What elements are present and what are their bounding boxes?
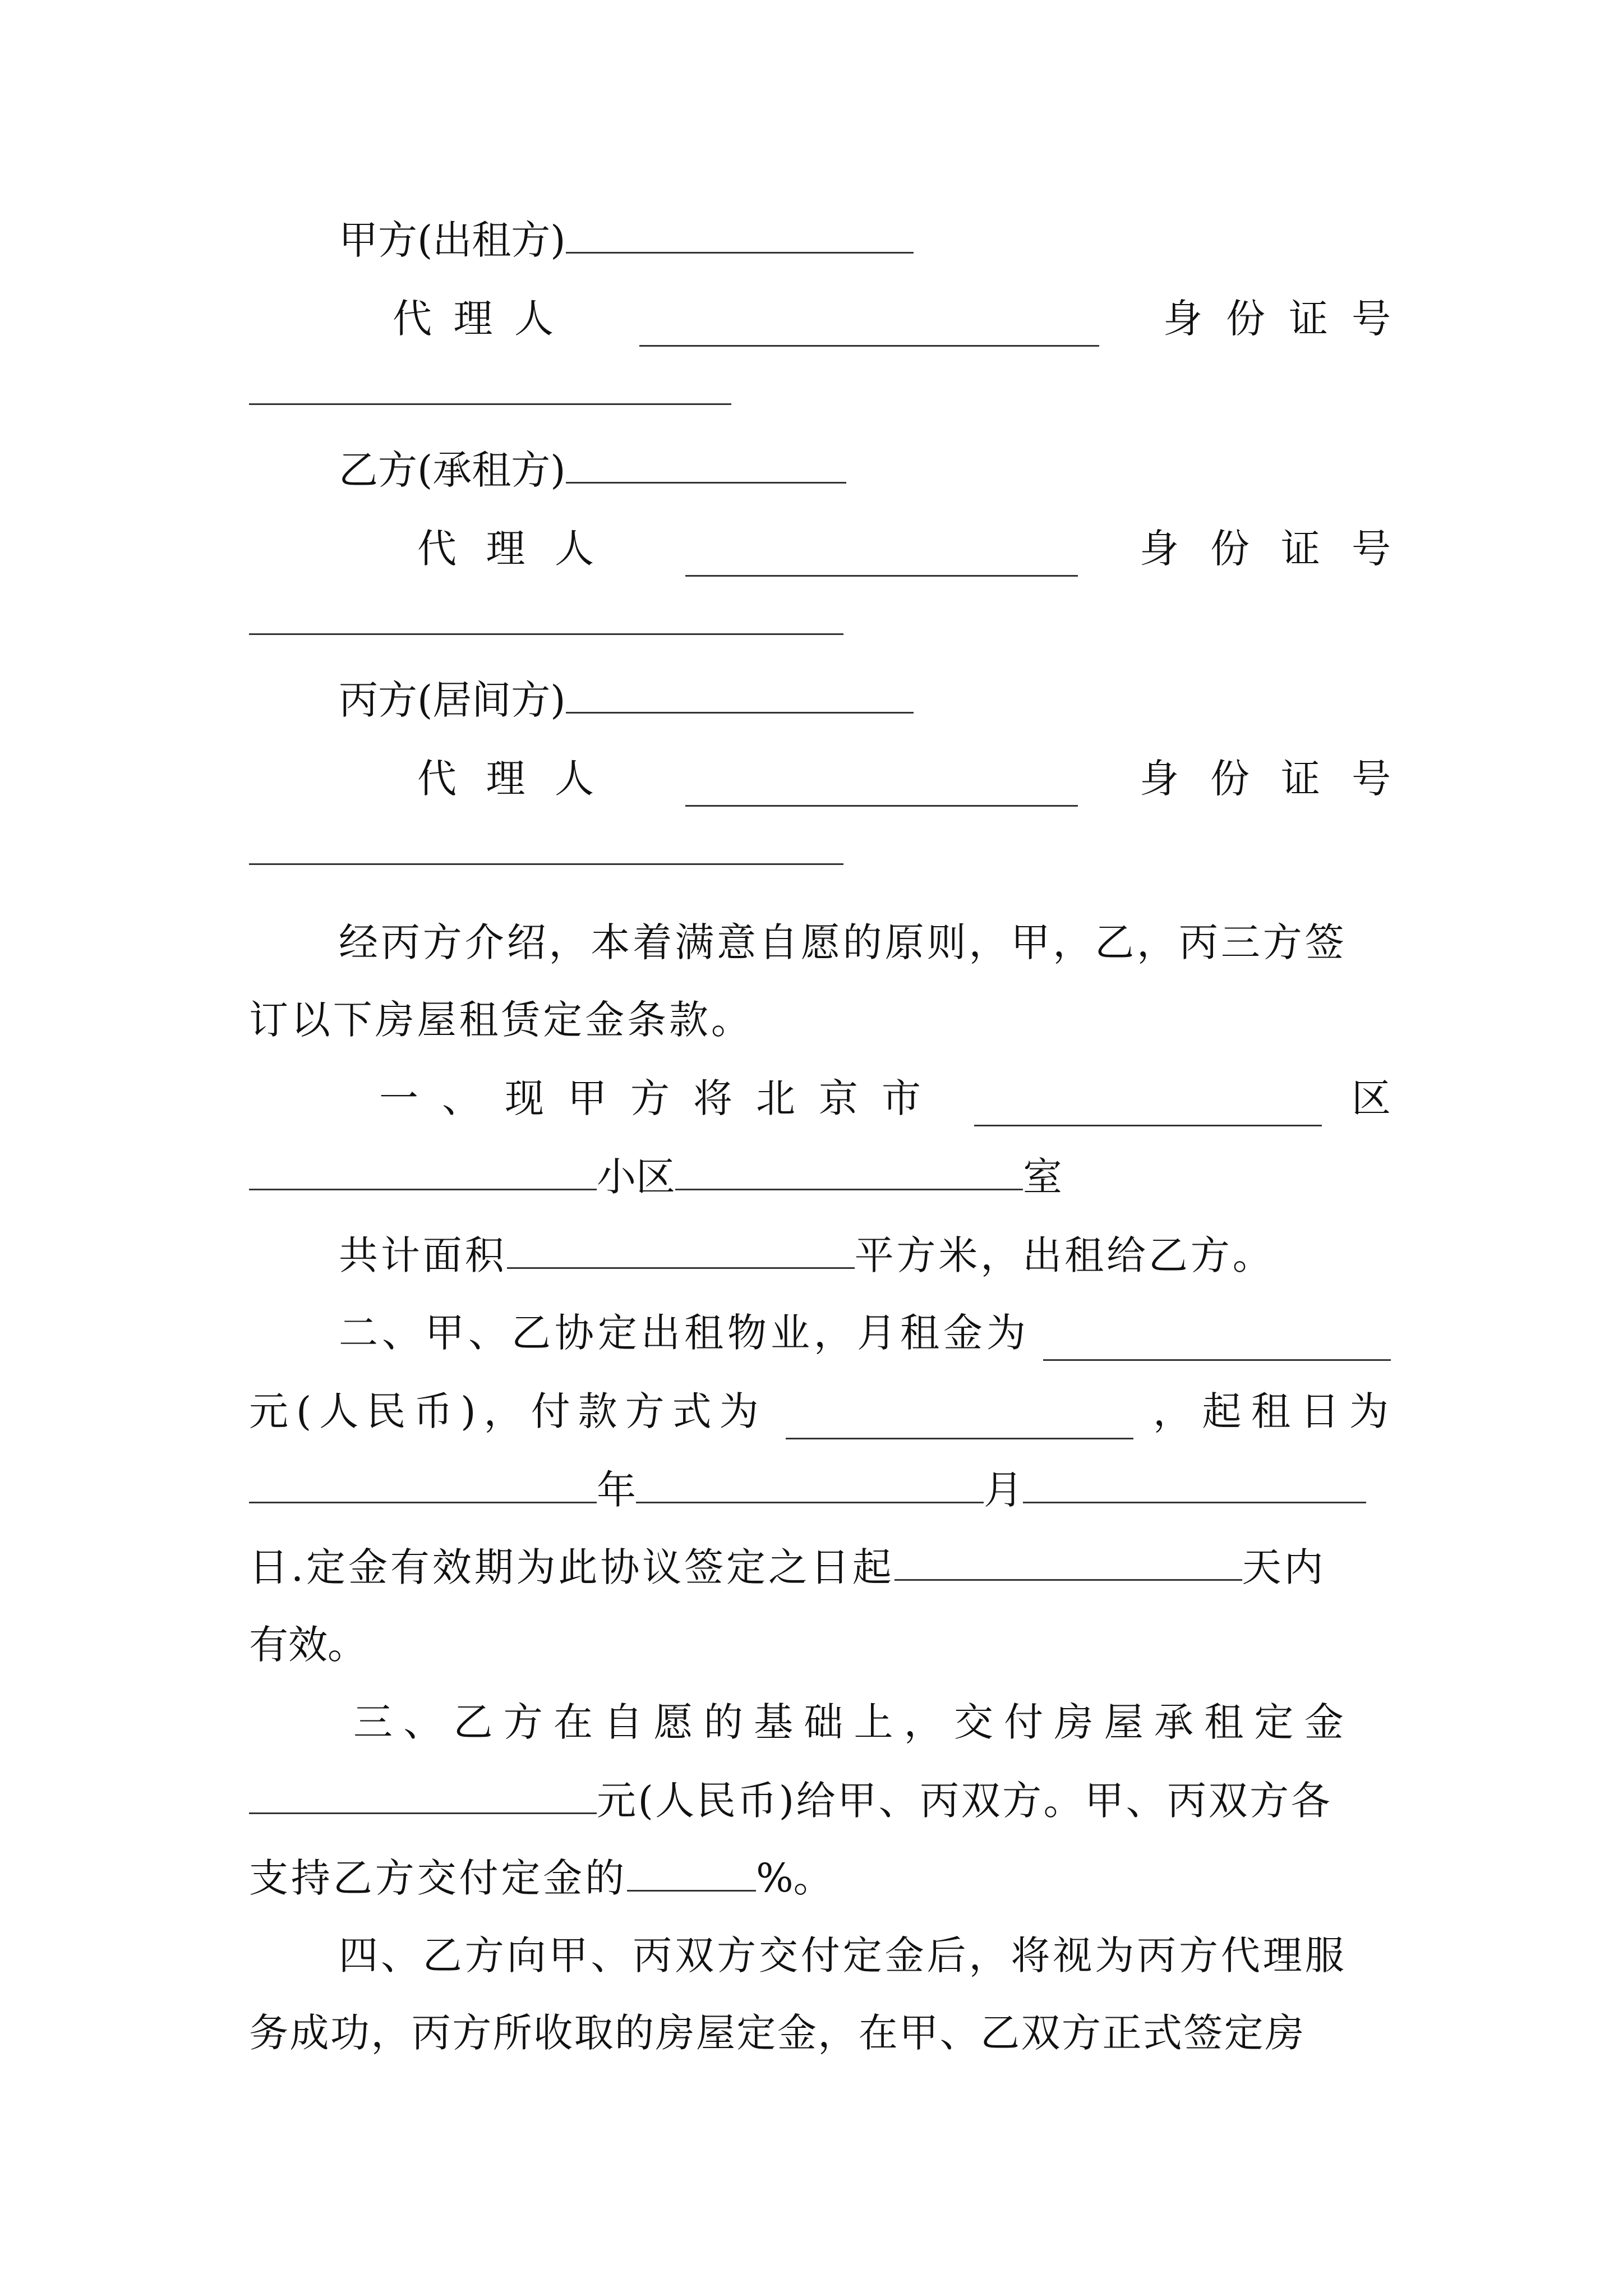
clause-2-line-3 — [249, 1462, 1389, 1518]
party-a-agent-line — [393, 291, 1414, 347]
party-a-id-line — [249, 364, 1389, 420]
area-blank[interactable] — [507, 1230, 855, 1269]
month-blank[interactable] — [636, 1465, 984, 1503]
agent-label-b: 代理人 — [417, 526, 624, 572]
days-within: 天内 — [1242, 1544, 1326, 1590]
id-label-c: 身份证号 — [1140, 756, 1422, 802]
intro-text-1: 经丙方介绍，本着满意自愿的原则，甲，乙，丙三方签 — [339, 919, 1347, 965]
agent-label-c: 代理人 — [417, 756, 624, 802]
start-date-label: ，起租日为 — [1153, 1388, 1399, 1434]
amount-tail: 元(人民币)给甲、丙双方。甲、丙双方各 — [597, 1778, 1332, 1824]
clause-1-lead: 一、现甲方将北京市 — [379, 1075, 944, 1121]
intro-text-2: 订以下房屋租赁定金条款。 — [249, 997, 753, 1043]
year-label: 年 — [597, 1467, 636, 1513]
clause-1-line-1 — [379, 1070, 1391, 1126]
party-b-line — [339, 442, 956, 498]
payment-method-blank[interactable] — [786, 1401, 1133, 1439]
clause-1-line-2 — [249, 1149, 1389, 1205]
intro-line-2 — [249, 992, 1389, 1048]
id-label-b: 身份证号 — [1140, 526, 1422, 572]
percent-label: %。 — [756, 1855, 833, 1901]
clause-4-text-1: 四、乙方向甲、丙双方交付定金后，将视为丙方代理服 — [339, 1932, 1347, 1978]
currency-payment: 元(人民币)，付款方式为 — [249, 1388, 767, 1434]
support-lead: 支持乙方交付定金的 — [249, 1855, 628, 1901]
clause-2-line-2 — [249, 1383, 1399, 1439]
deposit-amount-blank[interactable] — [249, 1775, 597, 1814]
party-b-id-line — [249, 593, 1389, 650]
room-label: 室 — [1023, 1154, 1062, 1200]
area-lead: 共计面积 — [339, 1232, 507, 1278]
party-b-agent-blank[interactable] — [685, 538, 1078, 577]
clause-4-text-2: 务成功，丙方所收取的房屋定金，在甲、乙双方正式签定房 — [249, 2010, 1306, 2056]
clause-3-line-2 — [249, 1773, 1389, 1829]
party-a-id-blank[interactable] — [249, 366, 731, 405]
id-label-a: 身份证号 — [1163, 296, 1414, 342]
party-c-id-line — [249, 823, 1389, 880]
intro-line-1 — [339, 914, 1393, 970]
agent-label-a: 代理人 — [393, 296, 575, 342]
community-blank[interactable] — [675, 1152, 1023, 1190]
clause-2-line-5 — [249, 1617, 1389, 1673]
percent-blank[interactable] — [627, 1853, 756, 1892]
party-c-agent-blank[interactable] — [685, 768, 1078, 807]
party-a-line — [339, 212, 956, 268]
party-c-line — [339, 672, 956, 728]
party-b-label: 乙方(承租方) — [339, 447, 566, 493]
day-validity: 日.定金有效期为此协议签定之日起 — [249, 1544, 895, 1590]
party-c-name-blank[interactable] — [566, 675, 914, 714]
party-b-name-blank[interactable] — [566, 445, 846, 484]
day-blank[interactable] — [1023, 1465, 1366, 1503]
clause-4-line-2 — [249, 2005, 1389, 2061]
clause-4-line-1 — [339, 1927, 1393, 1984]
clause-2-line-4 — [249, 1539, 1389, 1595]
party-c-id-blank[interactable] — [249, 826, 843, 865]
party-a-agent-blank[interactable] — [639, 308, 1099, 347]
community-label: 小区 — [597, 1154, 675, 1200]
party-b-id-blank[interactable] — [249, 596, 843, 635]
validity-days-blank[interactable] — [895, 1542, 1242, 1581]
party-b-agent-line — [417, 521, 1422, 577]
month-label: 月 — [984, 1467, 1023, 1513]
party-c-agent-line — [417, 751, 1422, 807]
party-a-label: 甲方(出租方) — [339, 217, 566, 263]
clause-2-line-1 — [339, 1305, 1391, 1361]
street-blank[interactable] — [249, 1152, 597, 1190]
rent-blank[interactable] — [1043, 1322, 1391, 1361]
effective-label: 有效。 — [249, 1622, 367, 1668]
party-a-name-blank[interactable] — [566, 215, 914, 254]
area-tail: 平方米，出租给乙方。 — [854, 1232, 1275, 1278]
clause-3-line-3 — [249, 1850, 1389, 1906]
clause-3-line-1 — [353, 1694, 1391, 1750]
clause-2-lead: 二、甲、乙协定出租物业，月租金为 — [339, 1310, 1030, 1356]
clause-1-line-3 — [339, 1227, 1393, 1283]
district-label: 区 — [1352, 1075, 1391, 1121]
district-blank[interactable] — [974, 1088, 1322, 1126]
party-c-label: 丙方(居间方) — [339, 677, 566, 723]
year-blank[interactable] — [249, 1465, 597, 1503]
clause-3-lead: 三、乙方在自愿的基础上，交付房屋承租定金 — [353, 1699, 1354, 1745]
